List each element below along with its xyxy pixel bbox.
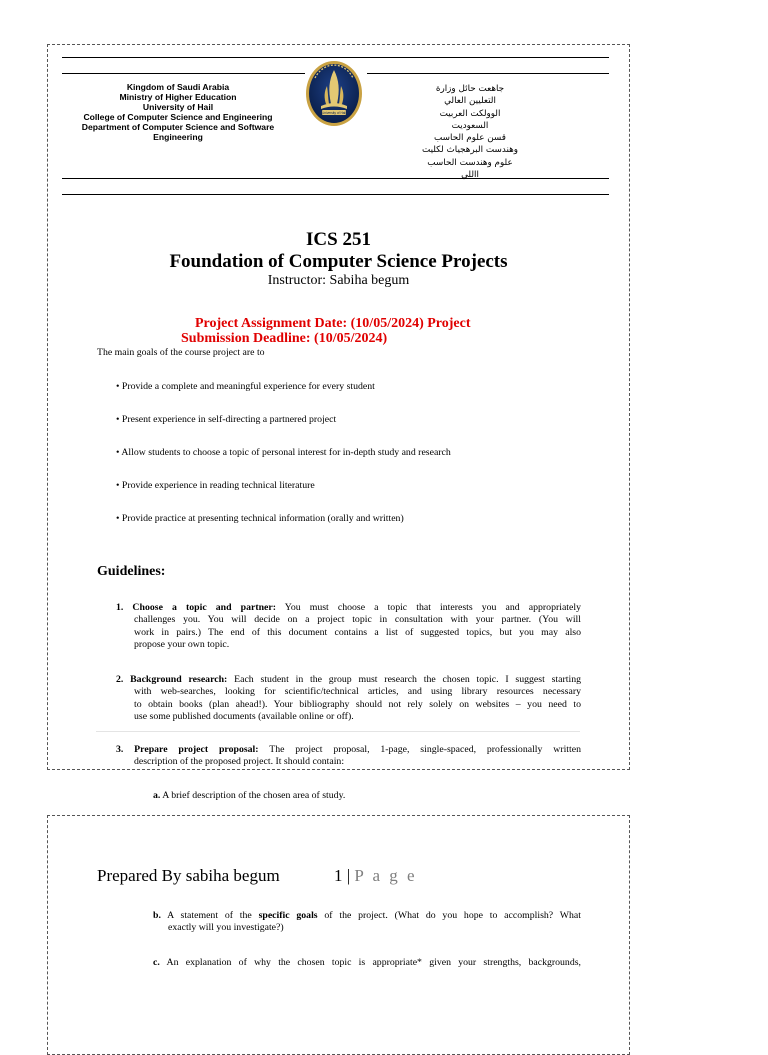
- goal-item: • Allow students to choose a topic of personal interest for in-depth study and research: [116, 447, 451, 458]
- header-rule-bottom-2: [62, 194, 609, 195]
- header-rule-top-1: [62, 57, 609, 58]
- header-en-line: Kingdom of Saudi Arabia: [126, 82, 230, 92]
- proposal-item-c-label: c.: [153, 957, 160, 968]
- logo-caption: University of Hail: [322, 111, 346, 115]
- page-frame-1: [47, 44, 630, 770]
- guideline-2-line: to obtain books (plan ahead!). Your bibliography should not rely solely on websites – you need to: [134, 698, 581, 710]
- page-frame-2: [47, 815, 630, 1055]
- guideline-2-label: 2. Background research:: [116, 674, 228, 685]
- goal-item: • Present experience in self-directing a partnered project: [116, 414, 337, 425]
- proposal-item-b-line2: exactly will you investigate?): [168, 922, 284, 934]
- guideline-2-line: Each student in the group must research the chosen topic. I suggest starting: [234, 674, 581, 685]
- header-ar-line: التعليين العالي: [444, 96, 496, 107]
- proposal-item-c: [153, 957, 581, 969]
- goal-item: • Provide a complete and meaningful experience for every student: [116, 381, 375, 392]
- header-ar-line: الوولكت العربيت: [439, 108, 501, 119]
- header-arabic-block: [406, 83, 534, 181]
- proposal-item-c-text: An explanation of why the chosen topic is appropriate* given your strengths, backgrounds,: [166, 957, 581, 968]
- header-ar-line: علوم وهندست الحاسب: [427, 157, 513, 168]
- guideline-1-line: challenges you. You will decide on a project topic in consultation with your partner. (You will: [134, 614, 581, 626]
- header-ar-line: االلي: [461, 170, 479, 181]
- guideline-1-line: propose your own topic.: [134, 639, 230, 651]
- header-en-line: University of Hail: [142, 102, 214, 112]
- guideline-item-2: [116, 674, 581, 724]
- university-logo: [305, 60, 363, 127]
- guideline-2-line: use some published documents (available online or off).: [134, 711, 354, 723]
- course-code: ICS 251: [306, 229, 371, 250]
- guidelines-heading: Guidelines:: [97, 564, 166, 579]
- goal-item: • Provide practice at presenting technical information (orally and written): [116, 513, 404, 524]
- header-ar-line: قسن علوم الحاسب: [434, 133, 506, 144]
- course-title: Foundation of Computer Science Projects: [169, 251, 508, 272]
- header-ar-line: السعوديت: [451, 120, 489, 131]
- guideline-3-line: The project proposal, 1-page, single-spaced, professionally written: [269, 744, 581, 755]
- header-rule-top-left: [62, 73, 305, 74]
- submission-deadline-line: Submission Deadline: (10/05/2024): [181, 331, 388, 346]
- proposal-item-a: [153, 790, 345, 801]
- header-en-line: College of Computer Science and Engineering: [83, 112, 273, 122]
- proposal-item-b-label: b.: [153, 910, 161, 921]
- goal-item: • Provide experience in reading technical literature: [116, 480, 315, 491]
- guideline-3-label: 3. Prepare project proposal:: [116, 744, 259, 755]
- footer-page-number: [334, 866, 417, 886]
- header-english-block: [66, 82, 290, 142]
- proposal-item-a-label: a.: [153, 790, 161, 801]
- header-ar-line: جاهعت حائل وزارة: [435, 84, 505, 94]
- guideline-item-3: [116, 744, 581, 769]
- page-label: P a g e: [354, 866, 418, 885]
- proposal-item-b: [153, 910, 581, 935]
- header-en-line: Department of Computer Science and Software: [81, 122, 275, 132]
- proposal-item-b-bold: specific goals: [258, 910, 318, 921]
- footer-prepared-by: Prepared By sabiha begum: [97, 866, 280, 885]
- proposal-item-b-post: of the project. (What do you hope to accomplish? What: [324, 910, 581, 921]
- header-rule-top-right: [367, 73, 609, 74]
- guideline-1-label: 1. Choose a topic and partner:: [116, 602, 276, 613]
- guideline-1-line: work in pairs.) The end of this document contains a list of suggested topics, but you may also: [134, 626, 581, 638]
- instructor-line: Instructor: Sabiha begum: [267, 273, 410, 288]
- section-divider: [96, 731, 580, 732]
- goals-intro: The main goals of the course project are to: [97, 347, 265, 358]
- guideline-1-line: You must choose a topic that interests you and appropriately: [284, 602, 581, 613]
- guideline-2-line: with web-searches, looking for scientific/technical articles, and using library resources necessary: [134, 686, 581, 698]
- header-en-line: Ministry of Higher Education: [119, 92, 237, 102]
- proposal-item-b-pre: A statement of the: [167, 910, 252, 921]
- header-en-line: Engineering: [153, 132, 203, 142]
- proposal-item-a-text: A brief description of the chosen area of study.: [162, 790, 346, 801]
- assignment-date-line: Project Assignment Date: (10/05/2024) Project: [195, 316, 471, 331]
- page-separator: |: [346, 866, 351, 885]
- guideline-3-line: description of the proposed project. It should contain:: [134, 756, 345, 768]
- guideline-item-1: [116, 602, 581, 652]
- page-number: 1: [334, 866, 343, 885]
- header-ar-line: وهندست البرهجياث لكليت: [421, 145, 519, 156]
